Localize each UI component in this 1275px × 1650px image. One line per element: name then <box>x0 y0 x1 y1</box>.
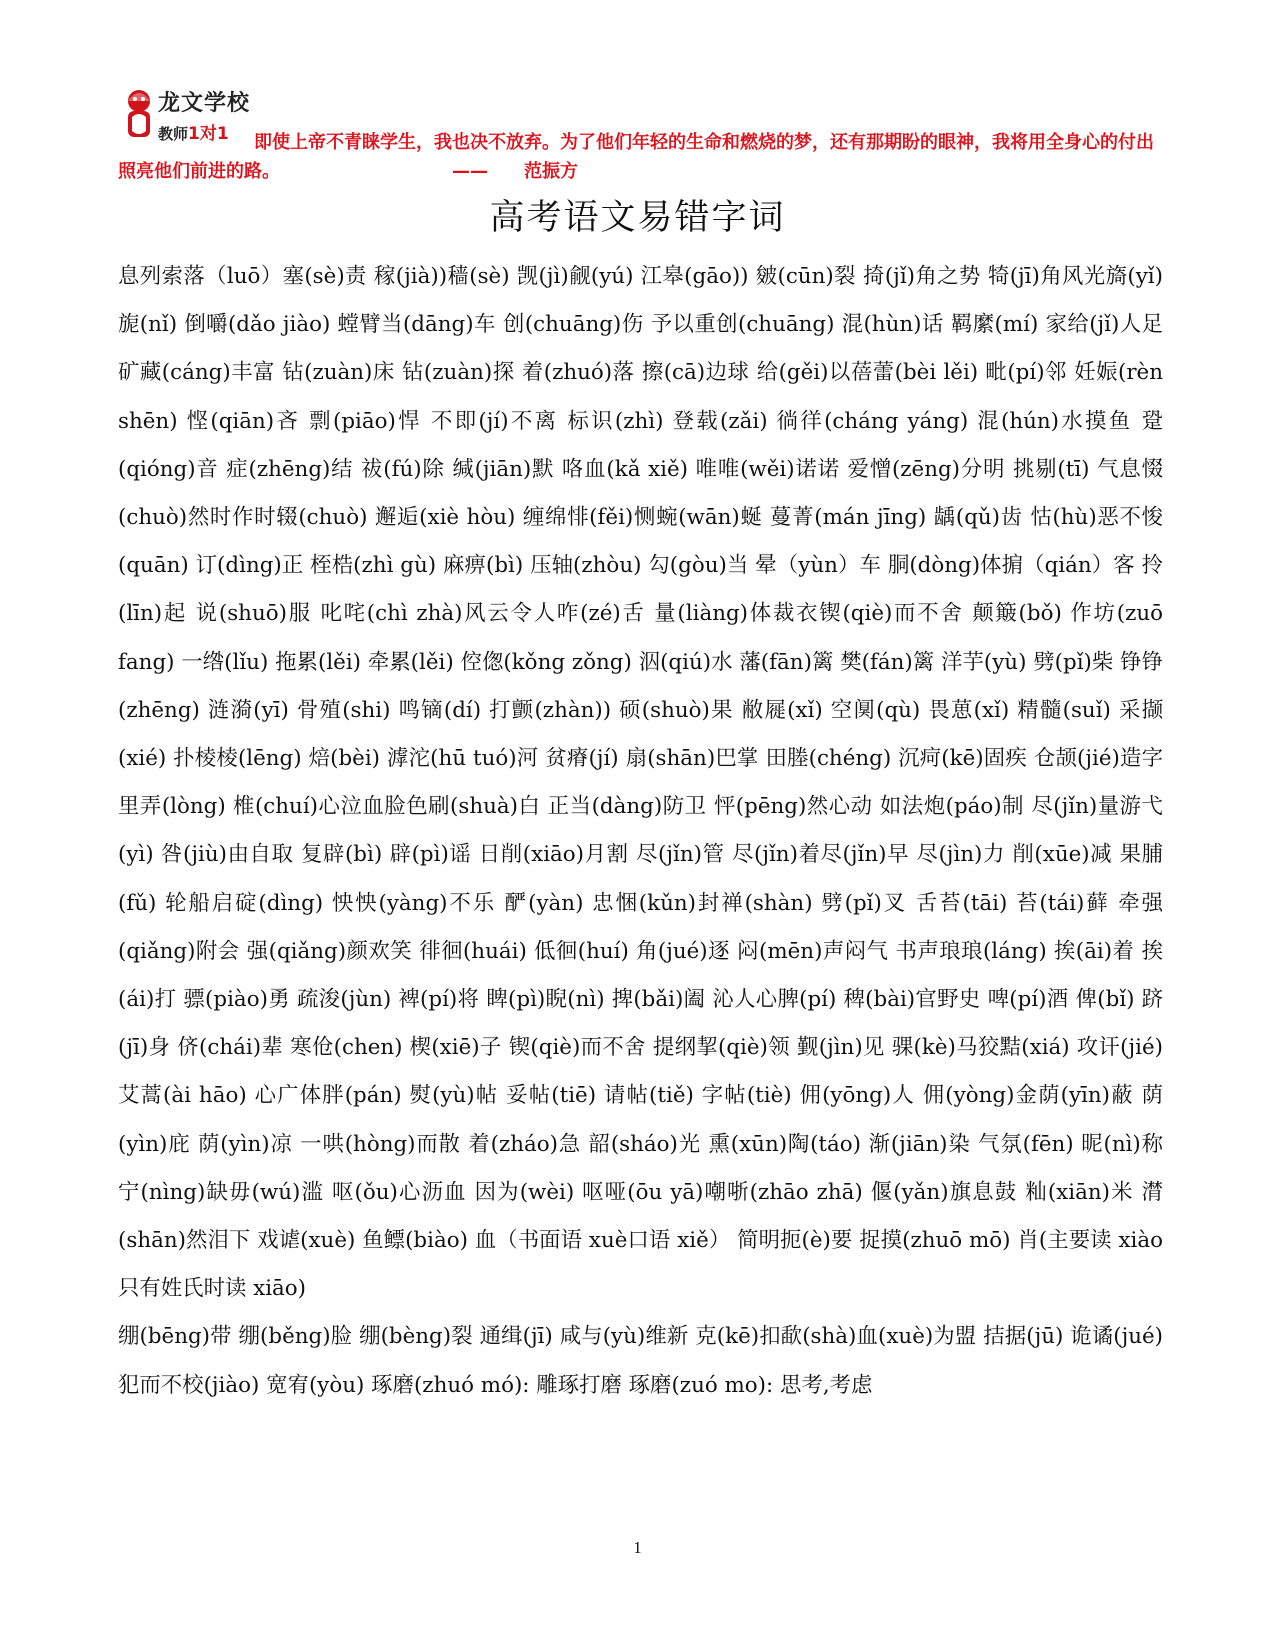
word-list-paragraph-2: 绷(bēng)带 绷(běng)脸 绷(bèng)裂 通缉(jī) 咸与(yù)维新 克(kē)扣歃(shà)血(xuè)为盟 拮据(jū) 诡谲(jué) 犯而不校(jiào) 宽宥(yòu) 琢磨(zhuó mó): 雕琢打磨 琢磨(zuó mo): 思考,考虑 <box>118 1324 1163 1398</box>
page-title: 高考语文易错字词 <box>489 198 786 238</box>
motto-dash: —— <box>452 161 488 182</box>
logo-sub-prefix: 教师 <box>158 125 189 143</box>
word-list-paragraph-1: 息列索落（luō）塞(sè)责 稼(jià))穑(sè) 觊(jì)觎(yú) 江皋(gāo)) 皴(cūn)裂 掎(jǐ)角之势 犄(jī)角风光旖(yǐ)旎(nǐ) 倒嚼(dǎo jiào) 螳臂当(dāng)车 创(chuāng)伤 予以重创(chuāng) 混(hùn)话 羁縻(mí) 家给(jǐ)人足 矿藏(cáng)丰富 钻(zuàn)床 钻(zuàn)探 着(zhuó)落 擦(cā)边球 给(gěi)以蓓蕾(bèi lěi) 毗(pí)邻 妊娠(rèn shēn) 悭(qiān)吝 剽(piāo)悍 不即(jí)不离 标识(zhì) 登载(zǎi) 徜徉(cháng yáng) 混(hún)水摸鱼 跫(qióng)音 症(zhēng)结 祓(fú)除 缄(jiān)默 咯血(kǎ xiě) 唯唯(wěi)诺诺 爱憎(zēng)分明 挑剔(tī) 气息惙(chuò)然时作时辍(chuò) 邂逅(xiè hòu) 缠绵悱(fěi)恻蜿(wān)蜒 蔓菁(mán jīng) 龋(qǔ)齿 怙(hù)恶不悛(quān) 订(dìng)正 桎梏(zhì gù) 麻痹(bì) 压轴(zhòu) 勾(gòu)当 晕（yùn）车 胴(dòng)体掮（qián）客 拎(līn)起 说(shuō)服 叱咤(chì zhà)风云令人咋(zé)舌 量(liàng)体裁衣锲(qiè)而不舍 颠簸(bǒ) 作坊(zuō fang) 一绺(lǐu) 拖累(lěi) 牵累(lěi) 倥偬(kǒng zǒng) 泅(qiú)水 藩(fān)篱 樊(fán)篱 洋芋(yù) 劈(pǐ)柴 铮铮(zhēng) 涟漪(yī) 骨殖(shi) 鸣镝(dí) 打颤(zhàn)) 硕(shuò)果 敝屣(xǐ) 空阒(qù) 畏葸(xǐ) 精髓(suǐ) 采撷(xié) 扑棱棱(lēng) 焙(bèi) 滹沱(hū tuó)河 贫瘠(jí) 扇(shān)巴掌 田塍(chéng) 沉疴(kē)固疾 仓颉(jié)造字 里弄(lòng) 椎(chuí)心泣血脸色刷(shuà)白 正当(dàng)防卫 怦(pēng)然心动 如法炮(páo)制 尽(jǐn)量游弋(yì) 咎(jiù)由自取 复辟(bì) 辟(pì)谣 日削(xiāo)月割 尽(jǐn)管 尽(jǐn)着尽(jǐn)早 尽(jìn)力 削(xūe)减 果脯(fǔ) 轮船启碇(dìng) 怏怏(yàng)不乐 酽(yàn) 忠悃(kǔn)封禅(shàn) 劈(pǐ)叉 舌苔(tāi) 苔(tái)藓 牵强(qiǎng)附会 强(qiǎng)颜欢笑 徘徊(huái) 低徊(huí) 角(jué)逐 闷(mēn)声闷气 书声琅琅(láng) 挨(āi)着 挨(ái)打 骠(piào)勇 疏浚(jùn) 裨(pí)将 睥(pì)睨(nì) 捭(bǎi)阖 沁人心脾(pí) 稗(bài)官野史 啤(pí)酒 俾(bǐ) 跻(jī)身 侪(chái)辈 寒伧(chen) 楔(xiē)子 锲(qiè)而不舍 提纲挈(qiè)领 觐(jìn)见 骒(kè)马狡黠(xiá) 攻讦(jié) 艾蒿(ài hāo) 心广体胖(pán) 熨(yù)帖 妥帖(tiē) 请帖(tiě) 字帖(tiè) 佣(yōng)人 佣(yòng)金荫(yīn)蔽 荫(yìn)庇 荫(yìn)凉 一哄(hòng)而散 着(zháo)急 韶(sháo)光 熏(xūn)陶(táo) 渐(jiān)染 气氛(fēn) 昵(nì)称 宁(nìng)缺毋(wú)滥 呕(ǒu)心沥血 因为(wèi) 呕哑(ōu yā)嘲哳(zhāo zhā) 偃(yǎn)旗息鼓 籼(xiān)米 潸(shān)然泪下 戏谑(xuè) 鱼鳔(biào) 血（书面语 xuè口语 xiě） 简明扼(è)要 捉摸(zhuō mō) 肖(主要读 xiào 只有姓氏时读 xiāo) <box>118 264 1163 1302</box>
page-number: 1 <box>633 1538 642 1557</box>
word-list <box>118 253 1163 1410</box>
motto-author: 范振方 <box>524 161 578 182</box>
motto-quote <box>118 128 1163 186</box>
logo-title: 龙文学校 <box>158 91 251 116</box>
motto-text: 即使上帝不青睐学生，我也决不放弃。为了他们年轻的生命和燃烧的梦，还有那期盼的眼神，我将用全身心的付出照亮他们前进的路。 <box>118 132 1154 182</box>
logo-sub-ratio: 1对1 <box>188 124 229 144</box>
